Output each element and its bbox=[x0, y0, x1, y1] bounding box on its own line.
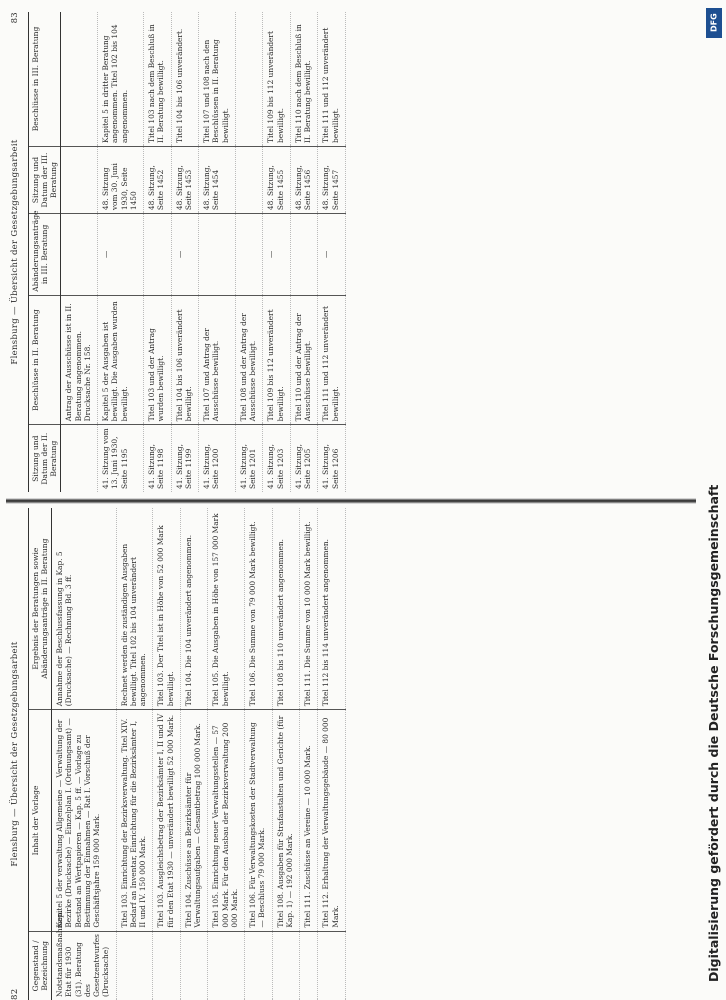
right-cell-d3 bbox=[144, 214, 172, 296]
left-cell-c3: Titel 106. Die Summe von 79 000 Mark bewilligt. bbox=[245, 508, 273, 710]
left-cell-c1 bbox=[245, 931, 273, 1000]
left-cell-c1 bbox=[208, 931, 245, 1000]
right-cell-d5: Titel 110 nach dem Beschluß in II. Beratung bewilligt. bbox=[290, 12, 318, 146]
left-cell-c3: Titel 104. Die 104 unverändert angenommen. bbox=[180, 508, 208, 710]
right-header-d4: Sitzung und Datum der III. Beratung bbox=[29, 146, 61, 213]
right-cell-d5 bbox=[61, 12, 98, 146]
left-cell-c1 bbox=[116, 931, 153, 1000]
right-page-number: 83 bbox=[10, 12, 20, 24]
left-header-c3: Ergebnis der Beratungen sowie Abänderungsanträge in II. Beratung bbox=[29, 508, 52, 710]
right-cell-d5: Kapitel 5 in dritter Beratung angenommen. Titel 102 bis 104 angenommen. bbox=[98, 12, 144, 146]
left-cell-c2: Titel 105. Einrichtung neuer Verwaltungsstellen — 57 000 Mark. Für den Ausbau der Bezirksverwaltung 200 000 Mark. bbox=[208, 710, 245, 931]
left-table-row bbox=[318, 508, 346, 1000]
dfg-logo: DFG bbox=[706, 8, 722, 38]
left-cell-c2: Titel 106. Für Verwaltungskosten der Stadtverwaltung — Beschluss 79 000 Mark. bbox=[245, 710, 273, 931]
right-cell-d5: Titel 107 und 108 nach den Beschlüssen in II. Beratung bewilligt. bbox=[199, 12, 236, 146]
left-table-row bbox=[300, 508, 318, 1000]
right-cell-d3: — bbox=[263, 214, 291, 296]
right-table-header bbox=[29, 12, 61, 492]
left-table-row bbox=[116, 508, 153, 1000]
right-cell-d2: Titel 103 und der Antrag wurden bewilligt. bbox=[144, 295, 172, 425]
right-cell-d1: 41. Sitzung, Seite 1198 bbox=[144, 425, 172, 492]
right-cell-d4: 48. Sitzung, Seite 1455 bbox=[263, 146, 291, 213]
left-cell-c3: Titel 112 bis 114 unverändert angenommen. bbox=[318, 508, 346, 710]
left-cell-c1 bbox=[272, 931, 300, 1000]
right-page bbox=[6, 12, 696, 492]
left-page-number: 82 bbox=[10, 988, 20, 1000]
left-table-row bbox=[208, 508, 245, 1000]
right-table-row bbox=[263, 12, 291, 492]
left-cell-c2: Kapitel 5 der verwaltung Allgemeine — Verwaltung der Bezirke (Drucksache) — Einzelplan I. (Ordnungsamt) — Bestand an Wertpapieren — Kap. 5 ff. — Vorlage zu Bestimmung der Einnahmen — Rat I. Vorschuß der Geschäftsjahre 159 000 Mark. bbox=[52, 710, 117, 931]
left-table-header bbox=[29, 508, 52, 1000]
right-cell-d3 bbox=[290, 214, 318, 296]
left-cell-c2: Titel 103. Einrichtung der Bezirksverwaltung. Titel XIV. Bedarf an Inventar, Einrichtung für die Bezirksämter I, II und IV. 150 000 Mark. bbox=[116, 710, 153, 931]
right-header-d5: Beschlüsse in III. Beratung bbox=[29, 12, 61, 146]
right-table-row bbox=[61, 12, 98, 492]
rotated-spread bbox=[6, 0, 696, 1000]
right-cell-d2: Titel 104 bis 106 unverändert bewilligt. bbox=[171, 295, 199, 425]
left-header-c1: Gegenstand / Bezeichnung bbox=[29, 931, 52, 1000]
right-cell-d5: Titel 103 nach dem Beschluß in II. Beratung bewilligt. bbox=[144, 12, 172, 146]
left-cell-c2: Titel 108. Ausgaben für Strafanstalten und Gerichte (für Kap. 1) — 192 000 Mark. bbox=[272, 710, 300, 931]
right-cell-d2: Antrag der Ausschüsse ist in II. Beratung angenommen. Drucksache Nr. 158. bbox=[61, 295, 98, 425]
left-cell-c3: Titel 105. Die Ausgaben in Höhe von 157 000 Mark bewilligt. bbox=[208, 508, 245, 710]
right-cell-d1 bbox=[61, 425, 98, 492]
right-header-d2: Beschlüsse in II. Beratung bbox=[29, 295, 61, 425]
dfg-banner-text: Digitalisierung gefördert durch die Deutsche Forschungsgemeinschaft bbox=[706, 484, 721, 982]
right-cell-d4: 48. Sitzung, Seite 1454 bbox=[199, 146, 236, 213]
right-header-d3: Abänderungsanträge in III. Beratung bbox=[29, 214, 61, 296]
right-cell-d1: 41. Sitzung, Seite 1199 bbox=[171, 425, 199, 492]
right-cell-d1: 41. Sitzung, Seite 1200 bbox=[199, 425, 236, 492]
left-running-title: Flensburg — Übersicht der Gesetzgebungsarbeit bbox=[10, 641, 20, 867]
page-gutter bbox=[6, 498, 696, 504]
right-cell-d5 bbox=[235, 12, 263, 146]
left-table-row bbox=[272, 508, 300, 1000]
right-cell-d5: Titel 111 und 112 unverändert bewilligt. bbox=[318, 12, 346, 146]
left-table bbox=[28, 508, 346, 1000]
left-header-c2: Inhalt der Vorlage bbox=[29, 710, 52, 931]
left-cell-c1 bbox=[153, 931, 181, 1000]
right-cell-d3 bbox=[61, 214, 98, 296]
left-cell-c2: Titel 103. Ausgleichsbetrag der Bezirksämter I, II und IV für den Etat 1930 — unverändert bewilligt 52 000 Mark. bbox=[153, 710, 181, 931]
dfg-banner bbox=[704, 8, 722, 992]
right-cell-d4 bbox=[235, 146, 263, 213]
right-cell-d4: 48. Sitzung vom 30. Juni 1930, Seite 1450 bbox=[98, 146, 144, 213]
right-cell-d3 bbox=[199, 214, 236, 296]
left-cell-c3: Titel 108 bis 110 unverändert angenommen. bbox=[272, 508, 300, 710]
left-cell-c1 bbox=[300, 931, 318, 1000]
right-cell-d3: — bbox=[98, 214, 144, 296]
left-cell-c1 bbox=[318, 931, 346, 1000]
right-cell-d1: 41. Sitzung, Seite 1206 bbox=[318, 425, 346, 492]
left-table-row bbox=[52, 508, 117, 1000]
right-table bbox=[28, 12, 346, 492]
right-cell-d4: 48. Sitzung, Seite 1456 bbox=[290, 146, 318, 213]
right-table-row bbox=[98, 12, 144, 492]
right-cell-d3: — bbox=[171, 214, 199, 296]
right-cell-d4 bbox=[61, 146, 98, 213]
right-table-row bbox=[199, 12, 236, 492]
right-cell-d5: Titel 104 bis 106 unverändert. bbox=[171, 12, 199, 146]
right-cell-d4: 48. Sitzung, Seite 1452 bbox=[144, 146, 172, 213]
right-cell-d1: 41. Sitzung, Seite 1201 bbox=[235, 425, 263, 492]
right-header-d1: Sitzung und Datum der II. Beratung bbox=[29, 425, 61, 492]
left-cell-c1 bbox=[180, 931, 208, 1000]
left-cell-c3: Titel 111. Die Summe von 10 000 Mark bewilligt. bbox=[300, 508, 318, 710]
right-cell-d1: 41. Sitzung, Seite 1205 bbox=[290, 425, 318, 492]
right-running-title: Flensburg — Übersicht der Gesetzgebungsarbeit bbox=[10, 139, 20, 365]
right-table-row bbox=[318, 12, 346, 492]
right-running-head bbox=[10, 12, 22, 492]
right-table-row bbox=[235, 12, 263, 492]
right-cell-d2: Titel 107 und Antrag der Ausschüsse bewilligt. bbox=[199, 295, 236, 425]
left-cell-c3: Rechnet werden die zuständigen Ausgaben bewilligt. Titel 102 bis 104 unverändert angenommen. bbox=[116, 508, 153, 710]
right-cell-d4: 48. Sitzung, Seite 1457 bbox=[318, 146, 346, 213]
right-cell-d2: Titel 109 bis 112 unverändert bewilligt. bbox=[263, 295, 291, 425]
right-cell-d5: Titel 109 bis 112 unverändert bewilligt. bbox=[263, 12, 291, 146]
right-cell-d1: 41. Sitzung, Seite 1203 bbox=[263, 425, 291, 492]
left-cell-c2: Titel 104. Zuschüsse an Bezirksämter für Verwaltungsaufgaben — Gesamtbetrag 100 000 Mark. bbox=[180, 710, 208, 931]
right-cell-d2: Titel 110 und der Antrag der Ausschüsse bewilligt. bbox=[290, 295, 318, 425]
right-cell-d4: 48. Sitzung, Seite 1453 bbox=[171, 146, 199, 213]
left-cell-c2: Titel 111. Zuschüsse an Vereine — 10 000 Mark. bbox=[300, 710, 318, 931]
left-cell-c3: Titel 103. Der Titel ist in Höhe von 52 000 Mark bewilligt. bbox=[153, 508, 181, 710]
left-page bbox=[6, 508, 696, 1000]
left-running-head bbox=[10, 508, 22, 1000]
right-table-row bbox=[290, 12, 318, 492]
left-cell-c3: Annahme der Beschlussfassung in Kap. 5 (Drucksache) — Rechnung Bd. 3 ff. bbox=[52, 508, 117, 710]
left-cell-c2: Titel 112. Erhaltung der Verwaltungsgebäude — 80 000 Mark. bbox=[318, 710, 346, 931]
right-cell-d3: — bbox=[318, 214, 346, 296]
right-cell-d1: 41. Sitzung vom 13. Juni 1930, Seite 1195 bbox=[98, 425, 144, 492]
left-table-row bbox=[180, 508, 208, 1000]
left-table-row bbox=[245, 508, 273, 1000]
right-cell-d2: Kapitel 5 der Ausgaben ist bewilligt. Die Ausgaben wurden bewilligt. bbox=[98, 295, 144, 425]
right-cell-d2: Titel 108 und der Antrag der Ausschüsse bewilligt. bbox=[235, 295, 263, 425]
left-table-row bbox=[153, 508, 181, 1000]
right-cell-d3 bbox=[235, 214, 263, 296]
right-cell-d2: Titel 111 und 112 unverändert bewilligt. bbox=[318, 295, 346, 425]
right-table-row bbox=[171, 12, 199, 492]
right-table-row bbox=[144, 12, 172, 492]
left-cell-c1: Notstandsmaßnahmen. Etat für 1930 (31). Beratung des Gesetzentwurfes (Drucksache) bbox=[52, 931, 117, 1000]
